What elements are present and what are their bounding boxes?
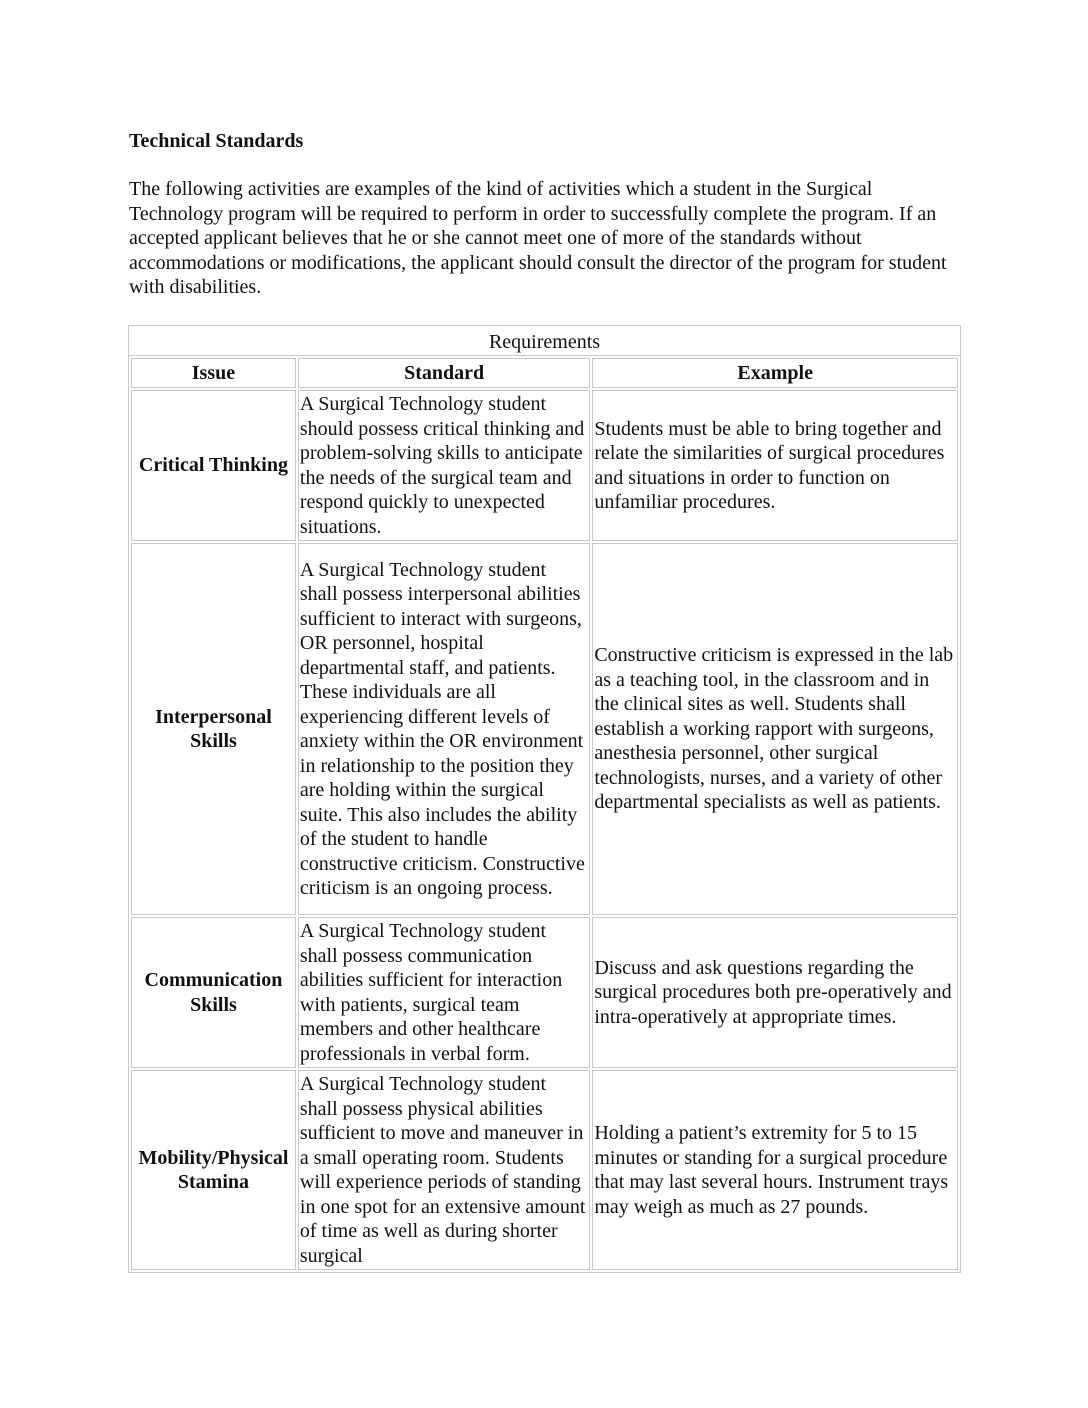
- issue-cell: Communication Skills: [131, 917, 296, 1068]
- issue-cell: Interpersonal Skills: [131, 543, 296, 915]
- header-issue: Issue: [131, 358, 296, 388]
- standard-cell: A Surgical Technology student shall possess physical abilities sufficient to move and maneuver in a small operating room. Students will experience periods of standing in one spot for an extensive amount of time as well as during shorter surgical: [298, 1070, 590, 1270]
- table-header: [131, 358, 958, 388]
- example-cell: Discuss and ask questions regarding the surgical procedures both pre-operatively and intra-operatively at appropriate times.: [592, 917, 958, 1068]
- standard-cell: A Surgical Technology student shall possess communication abilities sufficient for interaction with patients, surgical team members and other healthcare professionals in verbal form.: [298, 917, 590, 1068]
- table-body: [131, 390, 958, 1270]
- document-title: Technical Standards: [129, 130, 304, 152]
- requirements-table: [128, 325, 961, 1273]
- header-standard: Standard: [298, 358, 590, 388]
- standard-cell: A Surgical Technology student shall possess interpersonal abilities sufficient to interact with surgeons, OR personnel, hospital departmental staff, and patients. These individuals are all experiencing different levels of anxiety within the OR environment in relationship to the position they are holding within the surgical suite. This also includes the ability of the student to handle constructive criticism. Constructive criticism is an ongoing process.: [298, 543, 590, 915]
- header-row: [131, 358, 958, 388]
- example-cell: Constructive criticism is expressed in the lab as a teaching tool, in the classroom and in the clinical sites as well. Students shall establish a working rapport with surgeons, anesthesia personnel, other surgical technologists, nurses, and a variety of other departmental specialists as well as patients.: [592, 543, 958, 915]
- issue-cell: Critical Thinking: [131, 390, 296, 541]
- intro-paragraph: The following activities are examples of the kind of activities which a student in the Surgical Technology program will be required to perform in order to successfully complete the program. If an accepted applicant believes that he or she cannot meet one of more of the standards without accommodations or modifications, the applicant should consult the director of the program for student with disabilities.: [129, 178, 947, 299]
- table-row: [131, 1070, 958, 1270]
- table-row: [131, 543, 958, 915]
- table-row: [131, 390, 958, 541]
- header-example: Example: [592, 358, 958, 388]
- table-row: [131, 917, 958, 1068]
- standard-cell: A Surgical Technology student should possess critical thinking and problem-solving skills to anticipate the needs of the surgical team and respond quickly to unexpected situations.: [298, 390, 590, 541]
- example-cell: Holding a patient’s extremity for 5 to 15 minutes or standing for a surgical procedure that may last several hours. Instrument trays may weigh as much as 27 pounds.: [592, 1070, 958, 1270]
- issue-cell: Mobility/Physical Stamina: [131, 1070, 296, 1270]
- table-caption: Requirements: [128, 325, 961, 355]
- example-cell: Students must be able to bring together and relate the similarities of surgical procedures and situations in order to function on unfamiliar procedures.: [592, 390, 958, 541]
